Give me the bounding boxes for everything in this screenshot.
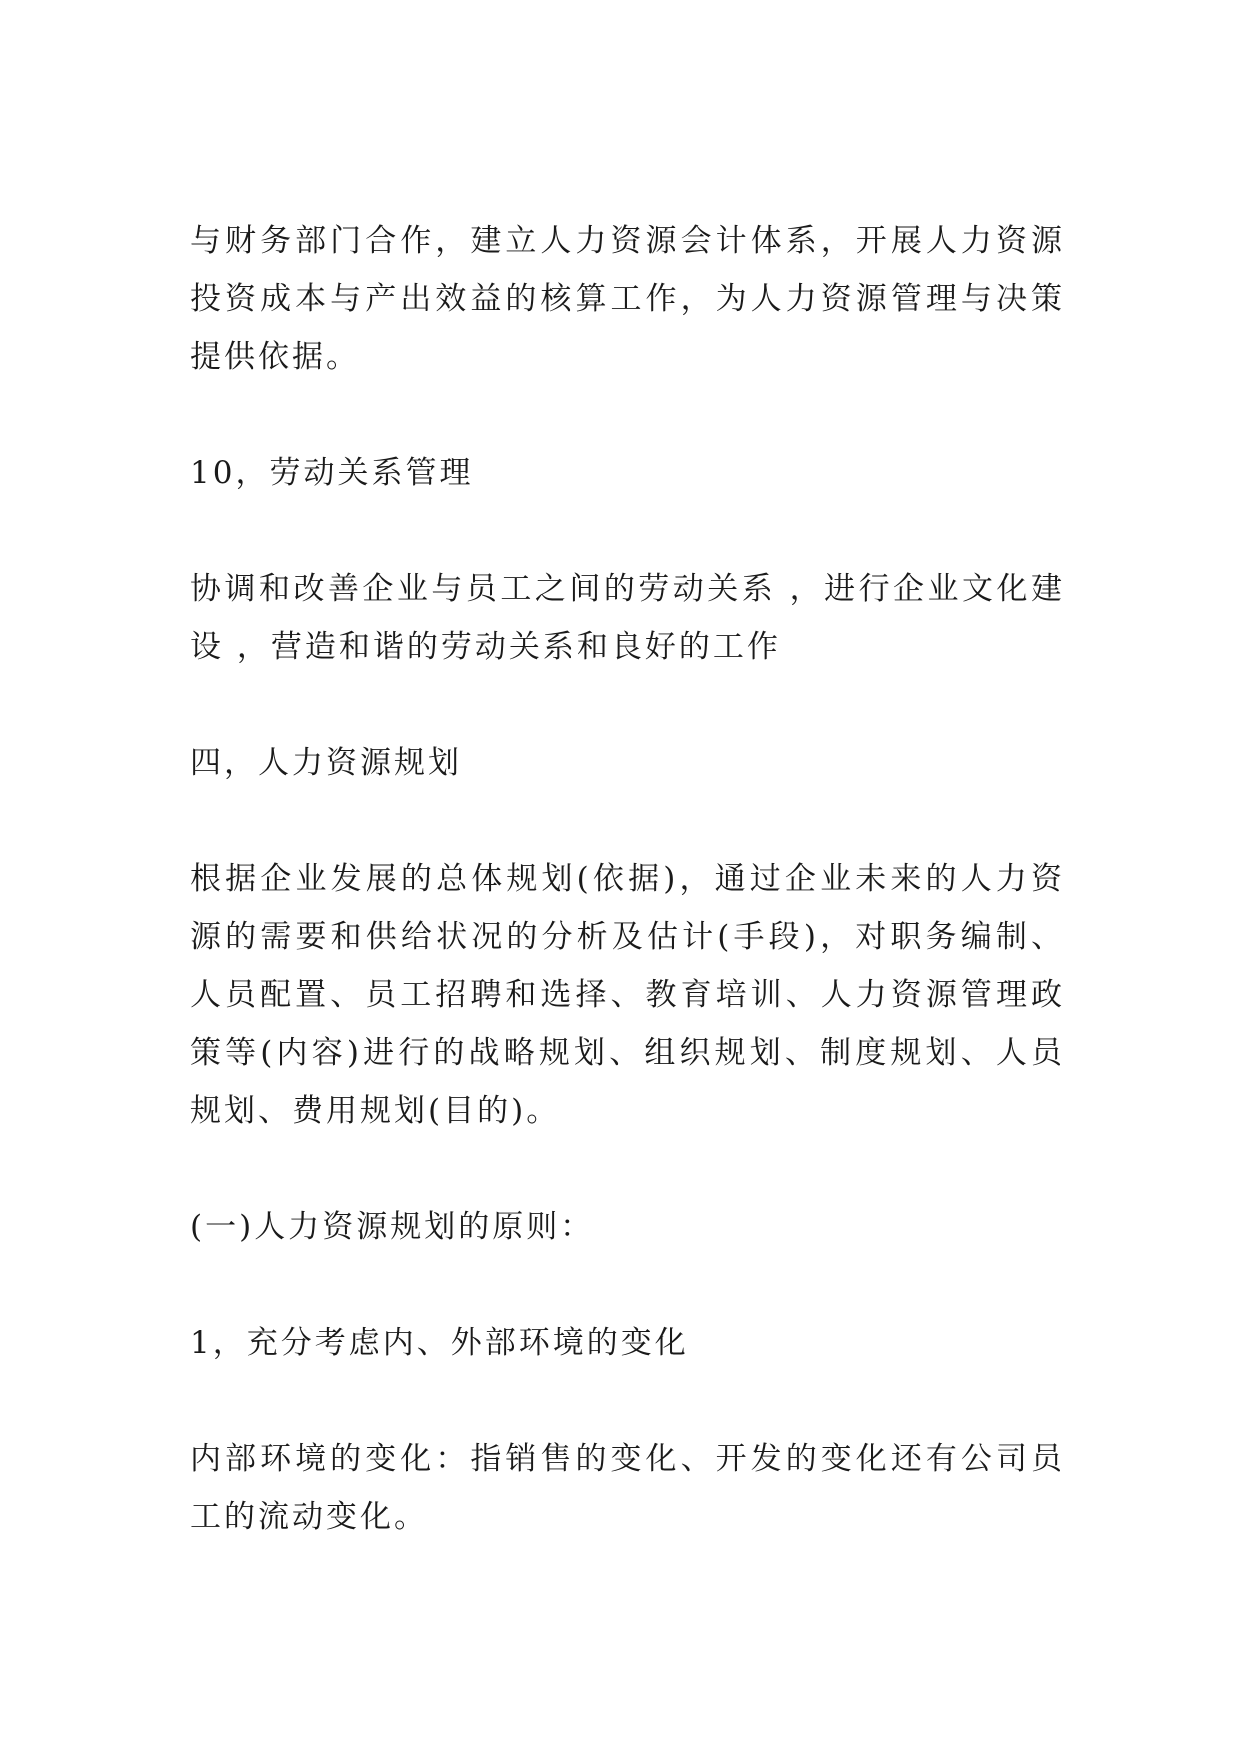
paragraph-labor-relations: 协调和改善企业与员工之间的劳动关系 ，进行企业文化建设 ，营造和谐的劳动关系和良好的工作 [190, 571, 1065, 665]
paragraph-hr-planning-definition: 根据企业发展的总体规划(依据)，通过企业未来的人力资源的需要和供给状况的分析及估计(手段)，对职务编制、人员配置、员工招聘和选择、教育培训、人力资源管理政策等(内容)进行的战略规划、组织规划、制度规划、人员规划、费用规划(目的)。 [190, 861, 1065, 1129]
paragraph-finance-cooperation: 与财务部门合作，建立人力资源会计体系，开展人力资源投资成本与产出效益的核算工作，为人力资源管理与决策提供依据。 [190, 223, 1065, 375]
heading-labor-relations: 10，劳动关系管理 [190, 455, 474, 491]
heading-planning-principles: (一)人力资源规划的原则： [190, 1209, 595, 1245]
paragraph-internal-environment: 内部环境的变化：指销售的变化、开发的变化还有公司员工的流动变化。 [190, 1441, 1065, 1535]
document-body [190, 212, 1065, 1604]
heading-hr-planning: 四，人力资源规划 [190, 745, 462, 781]
heading-environment-changes: 1，充分考虑内、外部环境的变化 [190, 1325, 689, 1361]
